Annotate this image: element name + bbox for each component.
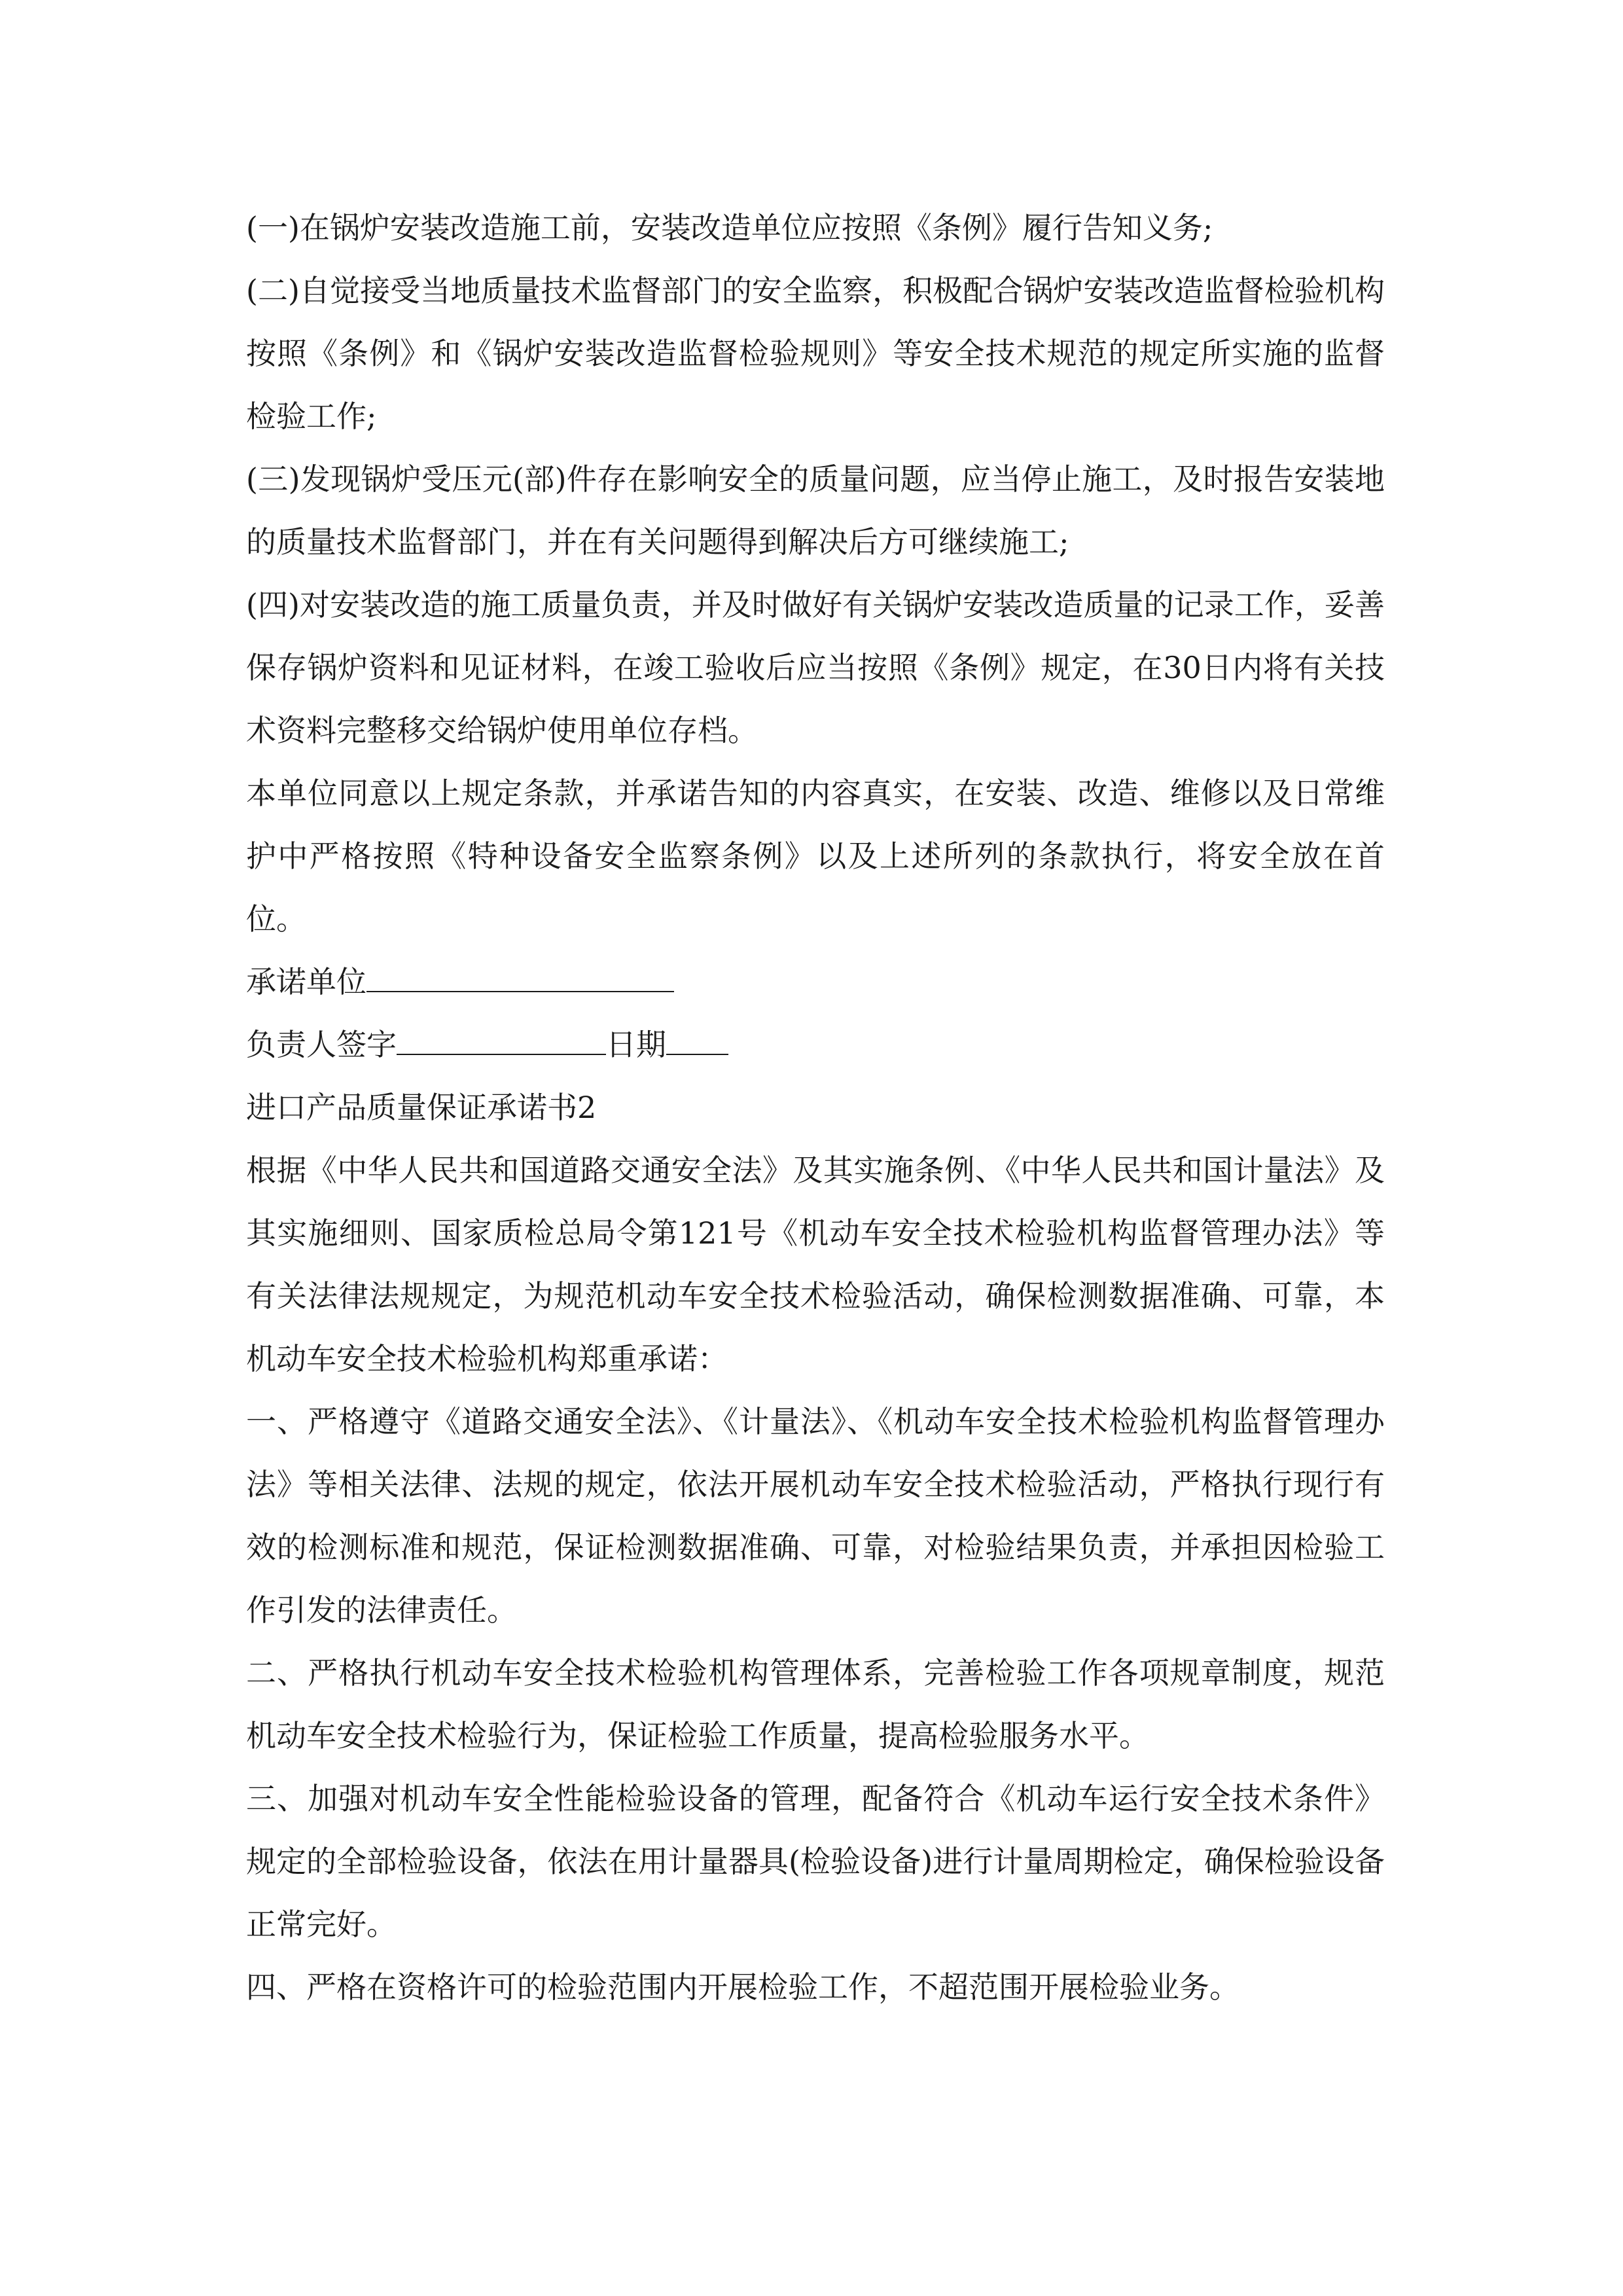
paragraph-pledge-4: 四、严格在资格许可的检验范围内开展检验工作，不超范围开展检验业务。: [246, 1969, 1240, 2005]
paragraph-pledge-2: 二、严格执行机动车安全技术检验机构管理体系，完善检验工作各项规章制度，规范机动车安全技术检验行为，保证检验工作质量，提高检验服务水平。: [246, 1655, 1385, 1753]
signature-unit-blank: [366, 952, 674, 992]
paragraph-agreement: 本单位同意以上规定条款，并承诺告知的内容真实，在安装、改造、维修以及日常维护中严格按照《特种设备安全监察条例》以及上述所列的条款执行，将安全放在首位。: [246, 776, 1385, 937]
signature-unit-line: [246, 950, 1385, 1013]
signature-unit-label: 承诺单位: [246, 964, 366, 999]
section2-title: 进口产品质量保证承诺书2: [246, 1090, 597, 1125]
paragraph-clause-4: (四)对安装改造的施工质量负责，并及时做好有关锅炉安装改造质量的记录工作，妥善保存锅炉资料和见证材料，在竣工验收后应当按照《条例》规定，在30日内将有关技术资料完整移交给锅炉使用单位存档。: [246, 587, 1385, 748]
signature-person-label: 负责人签字: [246, 1027, 397, 1062]
paragraph-clause-2: (二)自觉接受当地质量技术监督部门的安全监察，积极配合锅炉安装改造监督检验机构按照《条例》和《锅炉安装改造监督检验规则》等安全技术规范的规定所实施的监督检验工作;: [246, 273, 1385, 434]
paragraph-pledge-1: 一、严格遵守《道路交通安全法》、《计量法》、《机动车安全技术检验机构监督管理办法》等相关法律、法规的规定，依法开展机动车安全技术检验活动，严格执行现行有效的检测标准和规范，保证检测数据准确、可靠，对检验结果负责，并承担因检验工作引发的法律责任。: [246, 1404, 1385, 1628]
paragraph-preamble: 根据《中华人民共和国道路交通安全法》及其实施条例、《中华人民共和国计量法》及其实施细则、国家质检总局令第121号《机动车安全技术检验机构监督管理办法》等有关法律法规规定，为规范机动车安全技术检验活动，确保检测数据准确、可靠，本机动车安全技术检验机构郑重承诺：: [246, 1153, 1385, 1376]
signature-person-line: [246, 1013, 1385, 1076]
signature-date-label: 日期: [606, 1027, 666, 1062]
signature-date-blank: [666, 1014, 728, 1055]
paragraph-pledge-3: 三、加强对机动车安全性能检验设备的管理，配备符合《机动车运行安全技术条件》规定的全部检验设备，依法在用计量器具(检验设备)进行计量周期检定，确保检验设备正常完好。: [246, 1781, 1385, 1942]
paragraph-clause-1: (一)在锅炉安装改造施工前，安装改造单位应按照《条例》履行告知义务;: [246, 210, 1213, 245]
signature-person-blank: [397, 1014, 606, 1055]
document-body: [246, 196, 1385, 2018]
paragraph-clause-3: (三)发现锅炉受压元(部)件存在影响安全的质量问题，应当停止施工，及时报告安装地的质量技术监督部门，并在有关问题得到解决后方可继续施工;: [246, 461, 1385, 560]
